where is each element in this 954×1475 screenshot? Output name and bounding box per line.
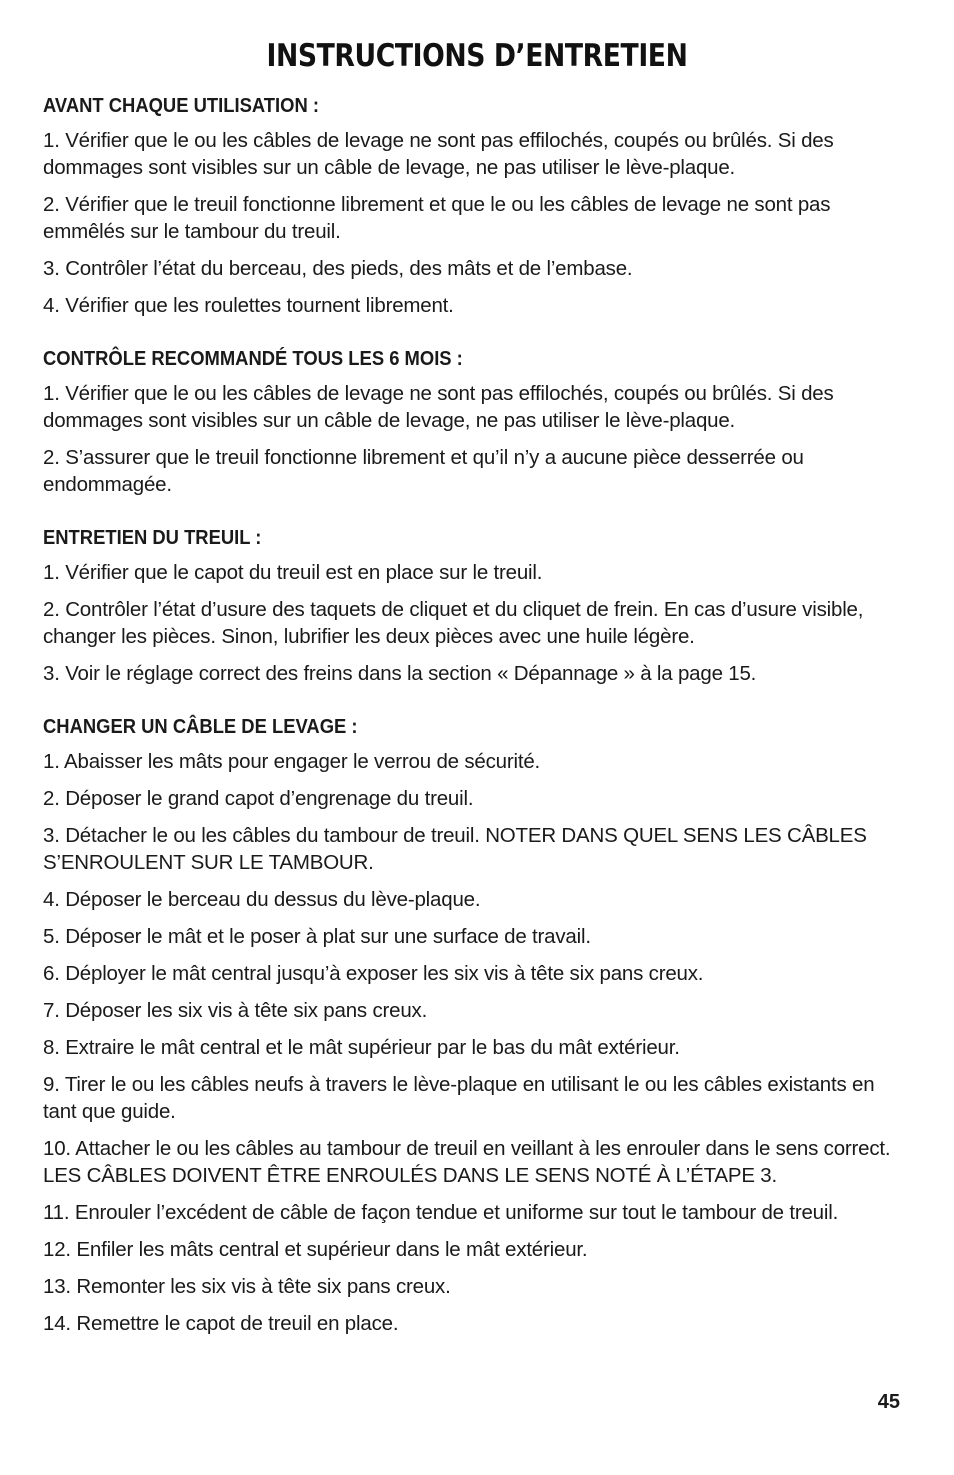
instruction-item: 5. Déposer le mât et le poser à plat sur une surface de travail.	[43, 925, 591, 948]
section-winch-maintenance	[43, 524, 913, 687]
instruction-item: 13. Remonter les six vis à tête six pans creux.	[43, 1275, 451, 1298]
document-body	[43, 92, 913, 1347]
instruction-item: 1. Vérifier que le ou les câbles de levage ne sont pas effilochés, coupés ou brûlés. Si des dommages sont visibles sur un câble de levage, ne pas utiliser le lève-plaque.	[43, 129, 834, 179]
section-heading: AVANT CHAQUE UTILISATION :	[43, 95, 319, 117]
instruction-item: 2. Déposer le grand capot d’engrenage du treuil.	[43, 787, 474, 810]
section-heading: CONTRÔLE RECOMMANDÉ TOUS LES 6 MOIS :	[43, 348, 463, 370]
instruction-item: 2. S’assurer que le treuil fonctionne librement et qu’il n’y a aucune pièce desserrée ou endommagée.	[43, 446, 804, 496]
section-six-month-check	[43, 345, 913, 498]
instruction-item: 1. Vérifier que le capot du treuil est en place sur le treuil.	[43, 561, 543, 584]
section-heading: CHANGER UN CÂBLE DE LEVAGE :	[43, 716, 358, 738]
instruction-item: 8. Extraire le mât central et le mât supérieur par le bas du mât extérieur.	[43, 1036, 680, 1059]
page-number: 45	[877, 1391, 900, 1413]
instruction-item: 9. Tirer le ou les câbles neufs à travers le lève-plaque en utilisant le ou les câbles existants en tant que guide.	[43, 1073, 875, 1123]
instruction-item: 1. Vérifier que le ou les câbles de levage ne sont pas effilochés, coupés ou brûlés. Si des dommages sont visibles sur un câble de levage, ne pas utiliser le lève-plaque.	[43, 382, 834, 432]
instruction-item: 4. Vérifier que les roulettes tournent librement.	[43, 294, 454, 317]
instruction-item: 10. Attacher le ou les câbles au tambour de treuil en veillant à les enrouler dans le sens correct. LES CÂBLES DOIVENT ÊTRE ENROULÉS DANS LE SENS NOTÉ À L’ÉTAPE 3.	[43, 1137, 891, 1187]
instruction-item: 1. Abaisser les mâts pour engager le verrou de sécurité.	[43, 750, 541, 773]
instruction-item: 6. Déployer le mât central jusqu’à exposer les six vis à tête six pans creux.	[43, 962, 704, 985]
instruction-item: 2. Vérifier que le treuil fonctionne librement et que le ou les câbles de levage ne sont pas emmêlés sur le tambour du treuil.	[43, 193, 831, 243]
instruction-item: 7. Déposer les six vis à tête six pans creux.	[43, 999, 428, 1022]
instruction-item: 2. Contrôler l’état d’usure des taquets de cliquet et du cliquet de frein. En cas d’usure visible, changer les pièces. Sinon, lubrifier les deux pièces avec une huile légère.	[43, 598, 864, 648]
instruction-item: 12. Enfiler les mâts central et supérieur dans le mât extérieur.	[43, 1238, 588, 1261]
instruction-item: 14. Remettre le capot de treuil en place.	[43, 1312, 399, 1335]
instruction-item: 3. Voir le réglage correct des freins dans la section « Dépannage » à la page 15.	[43, 662, 757, 685]
section-heading: ENTRETIEN DU TREUIL :	[43, 527, 262, 549]
section-change-lifting-cable	[43, 713, 913, 1337]
instruction-item: 11. Enrouler l’excédent de câble de façon tendue et uniforme sur tout le tambour de treuil.	[43, 1201, 839, 1224]
instruction-item: 3. Contrôler l’état du berceau, des pieds, des mâts et de l’embase.	[43, 257, 633, 280]
section-before-each-use	[43, 92, 913, 319]
page-title: INSTRUCTIONS D’ENTRETIEN	[266, 38, 688, 74]
instruction-item: 3. Détacher le ou les câbles du tambour de treuil. NOTER DANS QUEL SENS LES CÂBLES S’ENROULENT SUR LE TAMBOUR.	[43, 824, 867, 874]
instruction-item: 4. Déposer le berceau du dessus du lève-plaque.	[43, 888, 481, 911]
